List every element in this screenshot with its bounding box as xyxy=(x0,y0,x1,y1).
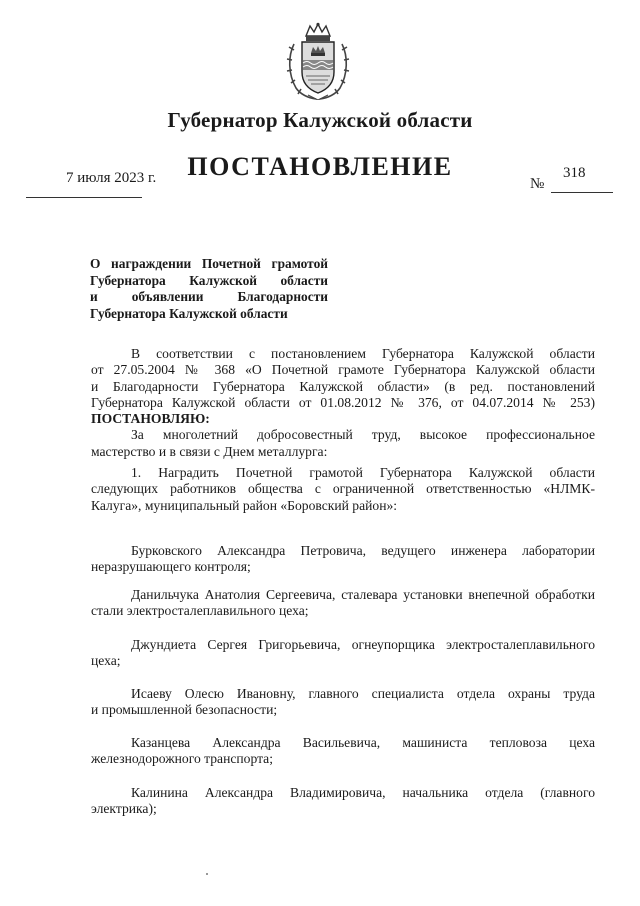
document-subject xyxy=(90,256,328,322)
preamble-paragraph xyxy=(91,346,595,460)
preamble-line: Губернатора Калужской области от 01.08.2012 № 376, от 04.07.2014 № 253) xyxy=(91,394,595,410)
document-number: 318 xyxy=(563,165,586,181)
subject-line: О награждении Почетной грамотой xyxy=(90,256,328,271)
subject-line: Губернатора Калужской области xyxy=(90,272,328,288)
item-1-paragraph xyxy=(91,465,595,514)
awardee-line: Казанцева Александра Васильевича, машиниста тепловоза цеха xyxy=(131,735,595,750)
reason-line: мастерство и в связи с Днем металлурга: xyxy=(91,443,328,459)
preamble-line: от 27.05.2004 № 368 «О Почетной грамоте Губернатора Калужской области xyxy=(91,362,595,378)
awardee-line: стали электросталеплавильного цеха; xyxy=(91,603,309,619)
awardee-line: железнодорожного транспорта; xyxy=(91,751,273,767)
date-underline xyxy=(26,197,142,198)
preamble-line: и Благодарности Губернатора Калужской области» (в ред. постановлений xyxy=(91,378,595,394)
issuing-authority: Губернатор Калужской области xyxy=(167,108,473,132)
awardee-entry xyxy=(91,543,595,576)
awardee-entry xyxy=(91,587,595,620)
awardee-line: Бурковского Александра Петровича, ведущего инженера лаборатории xyxy=(131,543,595,558)
awardee-line: Калинина Александра Владимировича, начальника отдела (главного xyxy=(131,785,595,800)
document-date: 7 июля 2023 г. xyxy=(66,170,157,186)
subject-line: Губернатора Калужской области xyxy=(90,305,288,321)
document-number-label: № xyxy=(530,176,545,192)
scan-speck xyxy=(206,873,208,875)
preamble-line: В соответствии с постановлением Губернатора Калужской области xyxy=(131,346,595,361)
awardee-line: цеха; xyxy=(91,653,121,669)
awardee-line: и промышленной безопасности; xyxy=(91,702,278,718)
reason-line: За многолетний добросовестный труд, высокое профессиональное xyxy=(131,427,595,443)
document-type-title: ПОСТАНОВЛЕНИЕ xyxy=(187,152,453,181)
awardee-line: Данильчука Анатолия Сергеевича, сталевара установки внепечной обработки xyxy=(131,587,595,602)
awardee-line: Исаеву Олесю Ивановну, главного специалиста отдела охраны труда xyxy=(131,686,595,701)
awardee-line: Джундиета Сергея Григорьевича, огнеупорщика электросталеплавильного xyxy=(131,637,595,652)
item-1-line: 1. Наградить Почетной грамотой Губернатора Калужской области xyxy=(131,465,595,480)
subject-line: и объявлении Благодарности xyxy=(90,289,328,304)
awardee-line: неразрушающего контроля; xyxy=(91,559,251,575)
awardee-entry xyxy=(91,686,595,719)
item-1-line: следующих работников общества с ограниченной ответственностью «НЛМК- xyxy=(91,481,595,497)
awardee-entry xyxy=(91,735,595,768)
awardee-line: электрика); xyxy=(91,801,157,817)
awardee-entry xyxy=(91,637,595,670)
decree-word: ПОСТАНОВЛЯЮ: xyxy=(91,411,210,427)
item-1-line: Калуга», муниципальный район «Боровский район»: xyxy=(91,497,398,513)
number-underline xyxy=(551,192,613,193)
awardee-entry xyxy=(91,785,595,818)
kaluga-coat-of-arms-icon xyxy=(286,22,350,100)
